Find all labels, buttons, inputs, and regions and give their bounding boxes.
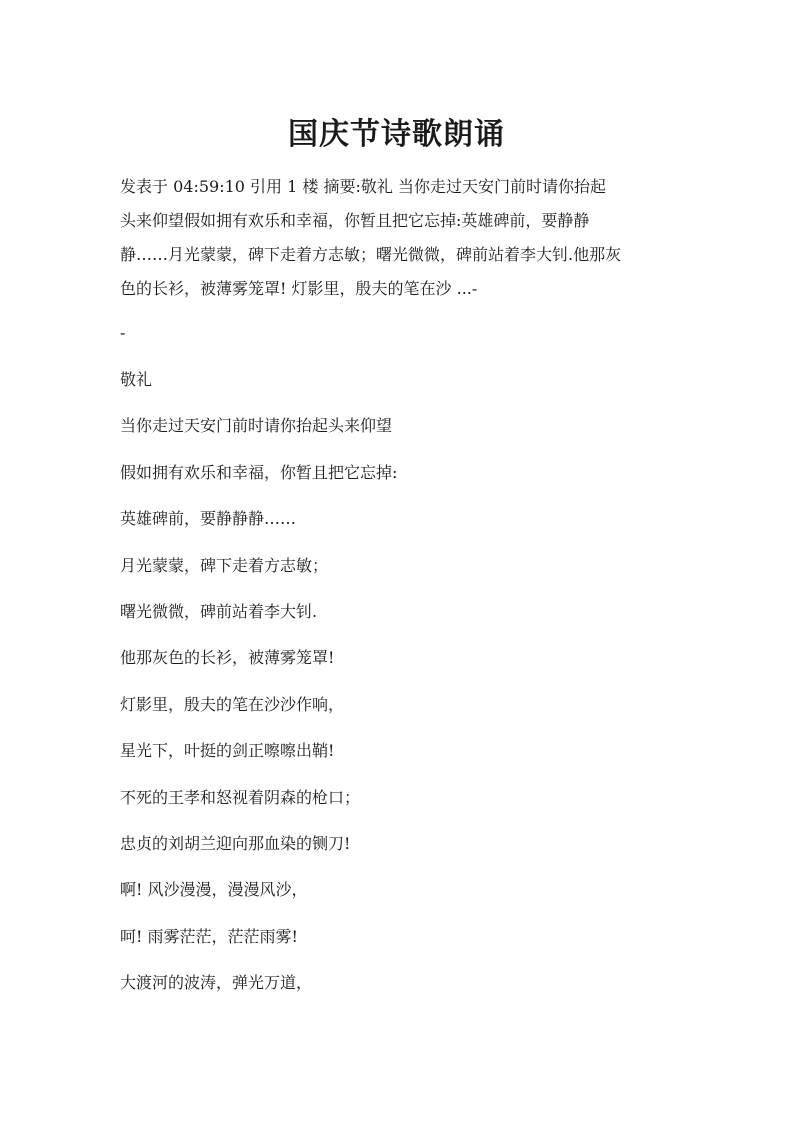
abstract-line: 头来仰望假如拥有欢乐和幸福，你暂且把它忘掉:英雄碑前，要静静 xyxy=(120,211,590,230)
poem-line: 大渡河的波涛，弹光万道， xyxy=(120,973,313,993)
poem-line: 星光下，叶挺的剑正嚓嚓出鞘! xyxy=(120,741,335,761)
abstract-line: 静……月光蒙蒙，碑下走着方志敏；曙光微微，碑前站着李大钊.他那灰 xyxy=(120,245,622,264)
poem-line: 假如拥有欢乐和幸福，你暂且把它忘掉: xyxy=(120,462,398,482)
poem-line: 呵! 雨雾茫茫，茫茫雨雾! xyxy=(120,926,298,946)
poem-line: 忠贞的刘胡兰迎向那血染的铡刀! xyxy=(120,833,351,853)
abstract-line: 发表于 04:59:10 引用 1 楼 摘要:敬礼 当你走过天安门前时请你抬起 xyxy=(120,177,606,196)
poem-line: 他那灰色的长衫，被薄雾笼罩! xyxy=(120,648,335,668)
document-title: 国庆节诗歌朗诵 xyxy=(288,117,505,153)
poem-body xyxy=(120,365,680,1014)
abstract-line: 色的长衫，被薄雾笼罩! 灯影里，殷夫的笔在沙 ...- xyxy=(120,279,478,298)
poem-line: 啊! 风沙漫漫，漫漫风沙， xyxy=(120,880,308,900)
poem-line: 当你走过天安门前时请你抬起头来仰望 xyxy=(120,416,393,436)
poem-line: 敬礼 xyxy=(120,370,153,389)
poem-line: 不死的王孝和怒视着阴森的枪口； xyxy=(120,787,361,807)
separator-dash: - xyxy=(120,323,126,342)
poem-line: 曙光微微，碑前站着李大钊. xyxy=(120,601,318,621)
poem-line: 英雄碑前，要静静静…… xyxy=(120,509,297,529)
abstract-paragraph xyxy=(120,170,680,306)
poem-line: 灯影里，殷夫的笔在沙沙作响， xyxy=(120,694,345,714)
poem-line: 月光蒙蒙，碑下走着方志敏； xyxy=(120,555,329,575)
